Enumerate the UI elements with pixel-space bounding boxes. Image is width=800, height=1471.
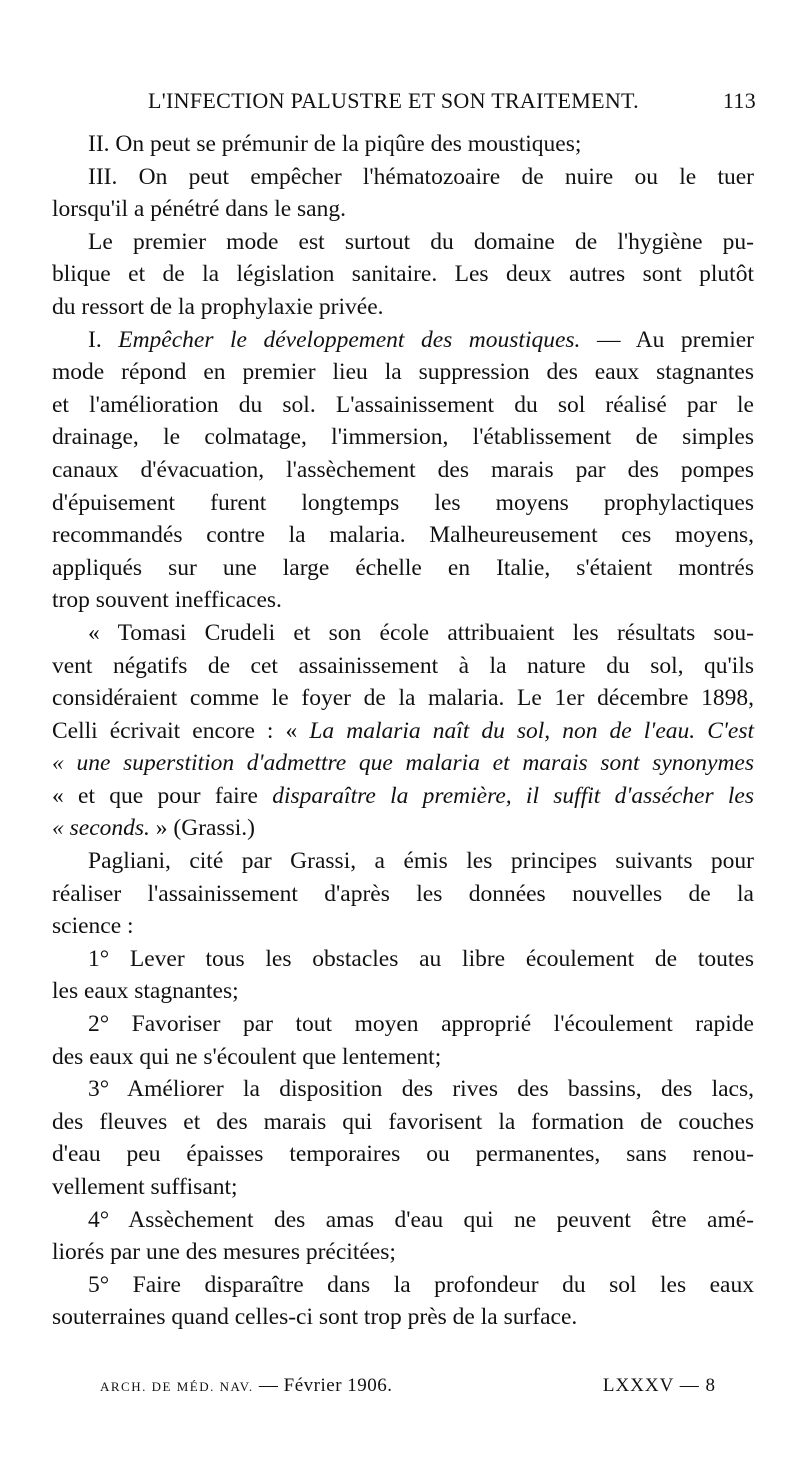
line-text: et l'amélioration du sol. L'assainissement du sol réalisé par le — [52, 391, 754, 418]
text-line — [52, 1204, 754, 1237]
line-text-after: — Au premier — [580, 326, 755, 353]
text-line — [52, 1073, 754, 1106]
text-line — [52, 552, 754, 585]
line-text: considéraient comme le foyer de la malaria. Le 1er décembre 1898, — [52, 685, 754, 712]
text-line — [52, 1171, 754, 1204]
text-line — [52, 975, 754, 1008]
line-text: drainage, le colmatage, l'immersion, l'établissement de simples — [52, 424, 754, 451]
line-text-italic: Empêcher le développement des moustiques. — [118, 326, 581, 353]
text-line — [52, 878, 754, 911]
line-text: d'épuisement furent longtemps les moyens prophylactiques — [52, 489, 754, 516]
line-text: trop souvent inefficaces. — [52, 587, 282, 614]
footer-signature: LXXXV — 8 — [602, 1375, 716, 1396]
text-line — [52, 943, 754, 976]
text-line — [52, 291, 754, 324]
line-text: les eaux stagnantes; — [52, 978, 239, 1005]
body-text — [52, 128, 754, 1334]
line-text-italic: disparaître la première, il suffit d'assécher les — [272, 782, 754, 809]
line-text: Pagliani, cité par Grassi, a émis les principes suivants pour — [88, 848, 754, 875]
page-number: 113 — [722, 88, 756, 113]
line-text: 5° Faire disparaître dans la profondeur du sol les eaux — [88, 1271, 754, 1298]
line-text: vent négatifs de cet assainissement à la nature du sol, qu'ils — [52, 652, 754, 679]
text-line — [52, 161, 754, 194]
page-footer — [100, 1375, 756, 1403]
text-line — [52, 1236, 754, 1269]
text-line — [52, 356, 754, 389]
text-line — [52, 421, 754, 454]
line-text: 1° Lever tous les obstacles au libre écoulement de toutes — [88, 945, 754, 972]
line-text-plain: « et que pour faire — [52, 782, 273, 809]
line-text: appliqués sur une large échelle en Italie, s'étaient montrés — [52, 554, 754, 581]
text-line — [52, 487, 754, 520]
line-text: lorsqu'il a pénétré dans le sang. — [52, 196, 346, 223]
line-text: recommandés contre la malaria. Malheureusement ces moyens, — [52, 522, 754, 549]
text-line — [52, 1106, 754, 1139]
text-line — [52, 1138, 754, 1171]
text-line — [52, 584, 754, 617]
running-title: L'INFECTION PALUSTRE ET SON TRAITEMENT. — [148, 88, 639, 113]
line-text: du ressort de la prophylaxie privée. — [52, 293, 384, 320]
line-text: vellement suffisant; — [52, 1174, 238, 1200]
line-text-after: » (Grassi.) — [149, 815, 255, 842]
text-line — [52, 226, 754, 259]
line-text: d'eau peu épaisses temporaires ou permanentes, sans renou- — [52, 1141, 754, 1168]
text-line — [52, 617, 754, 650]
text-line — [52, 128, 754, 161]
text-line — [52, 780, 754, 813]
line-text-italic: La malaria naît du sol, non de l'eau. C'est — [309, 717, 755, 744]
line-text: « Tomasi Crudeli et son école attribuaient les résultats sou- — [88, 619, 754, 646]
text-line — [52, 910, 754, 943]
text-line — [52, 324, 754, 357]
line-text: 3° Améliorer la disposition des rives des bassins, des lacs, — [88, 1076, 754, 1103]
line-text: liorés par une des mesures précitées; — [52, 1239, 396, 1266]
line-text: des fleuves et des marais qui favorisent la formation de couches — [52, 1108, 754, 1135]
line-text-italic: « seconds. — [52, 815, 150, 842]
text-line — [52, 193, 754, 226]
text-line — [52, 258, 754, 291]
text-line — [52, 1008, 754, 1041]
line-text: des eaux qui ne s'écoulent que lentement; — [52, 1043, 442, 1070]
text-line — [52, 682, 754, 715]
text-line — [52, 519, 754, 552]
line-text: III. On peut empêcher l'hématozoaire de nuire ou le tuer — [88, 163, 754, 190]
text-line — [52, 747, 754, 780]
line-text: canaux d'évacuation, l'assèchement des marais par des pompes — [52, 456, 754, 483]
line-text-italic: « une superstition d'admettre que malaria et marais sont synonymes — [52, 750, 754, 777]
text-line — [52, 389, 754, 422]
text-line — [52, 1301, 754, 1334]
text-line — [52, 1269, 754, 1302]
line-text: réaliser l'assainissement d'après les données nouvelles de la — [52, 880, 754, 907]
line-text: 2° Favoriser par tout moyen approprié l'écoulement rapide — [88, 1011, 754, 1038]
text-line — [52, 454, 754, 487]
line-text: mode répond en premier lieu la suppression des eaux stagnantes — [52, 359, 754, 386]
text-line — [52, 845, 754, 878]
line-text: science : — [52, 913, 134, 940]
footer-citation — [100, 1375, 393, 1397]
line-text-plain: I. — [88, 326, 119, 353]
line-text: blique et de la législation sanitaire. Les deux autres sont plutôt — [52, 261, 754, 288]
text-line — [52, 1041, 754, 1074]
text-line — [52, 812, 754, 845]
footer-journal-abbrev: ARCH. DE MÉD. NAV. — [100, 1379, 254, 1394]
running-header — [52, 88, 756, 118]
line-text: II. On peut se prémunir de la piqûre des moustiques; — [88, 131, 582, 157]
text-line — [52, 650, 754, 683]
text-line — [52, 715, 754, 748]
line-text-plain: Celli écrivait encore : « — [52, 717, 310, 744]
line-text: Le premier mode est surtout du domaine de l'hygiène pu- — [88, 228, 754, 255]
footer-date: — Février 1906. — [253, 1375, 393, 1396]
line-text: souterraines quand celles-ci sont trop près de la surface. — [52, 1304, 578, 1331]
line-text: 4° Assèchement des amas d'eau qui ne peuvent être amé- — [88, 1206, 754, 1233]
